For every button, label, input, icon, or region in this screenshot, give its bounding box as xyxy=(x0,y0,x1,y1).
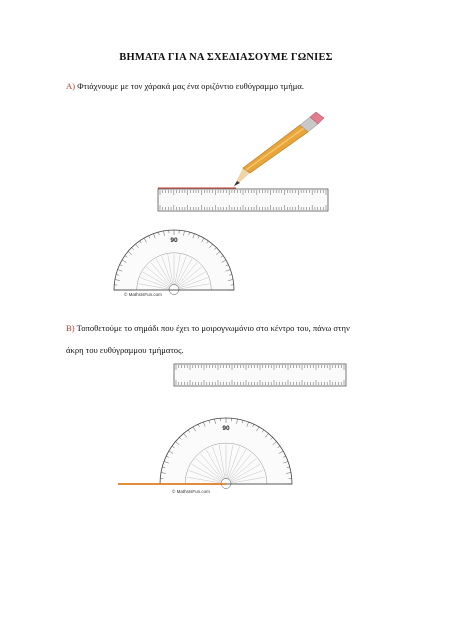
step-b-sentence-2: άκρη του ευθύγραμμου τμήματος. xyxy=(66,345,184,355)
figure-protractor-1 xyxy=(108,222,340,302)
ruler-1 xyxy=(158,189,328,211)
step-a-sentence: Φτιάχνουμε με τον χάρακά μας ένα οριζόντιο ευθύγραμμο τμήμα. xyxy=(77,81,305,91)
pencil-icon xyxy=(233,112,324,188)
protractor-1-label-90: 90 xyxy=(170,237,178,244)
figure-ruler-2 xyxy=(172,362,352,390)
step-b-sentence-1: Τοποθετούμε το σημάδι που έχει το μοιρογνωμόνιο στο κέντρο του, πάνω στην xyxy=(76,323,350,333)
step-b-letter: Β) xyxy=(66,323,75,333)
protractor-1-brand: © MathsIsFun.com xyxy=(124,292,162,297)
step-b-text-2 xyxy=(66,344,184,356)
figure-ruler-pencil xyxy=(150,108,360,218)
page-title: ΒΗΜΑΤΑ ΓΙΑ ΝΑ ΣΧΕΔΙΑΣΟΥΜΕ ΓΩΝΙΕΣ xyxy=(119,52,333,63)
protractor-2-brand: © MathsIsFun.com xyxy=(172,489,210,494)
step-b-text xyxy=(66,322,350,334)
protractor-2-label-90: 90 xyxy=(222,425,230,432)
figure-protractor-2 xyxy=(110,400,310,500)
step-a-text xyxy=(66,80,304,92)
step-a-letter: Α) xyxy=(66,81,76,91)
